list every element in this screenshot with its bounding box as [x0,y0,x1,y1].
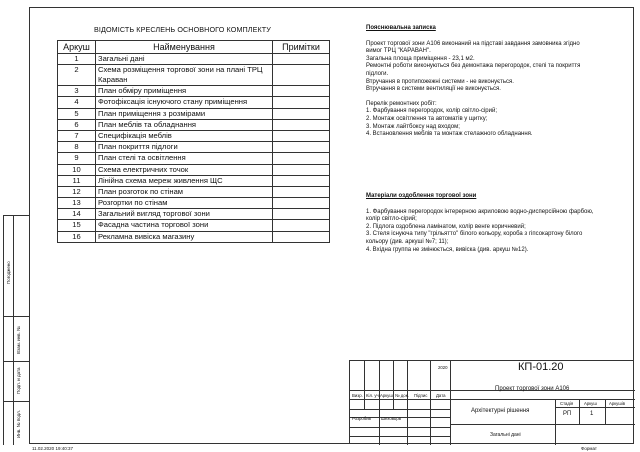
explanatory-heading: Пояснювальна записка [366,25,436,31]
table-row [58,108,330,119]
sheet-number: 7 [58,130,96,141]
works-item: 3. Монтаж лайтбоксу над входом; [366,123,460,130]
sheet-name: Загальні дані [96,54,273,65]
sheet-notes [273,209,330,220]
materials-line: 1. Фарбування перегородок інтерерною акриловою водно-дисперсійною фарбою, [366,208,594,215]
sheet-name: План приміщення з розмірами [96,108,273,119]
sheet-notes [273,97,330,108]
signature-date-label: Подп. и дата [16,367,21,394]
col-notes-header: Примітки [273,41,330,54]
sheet-name: Лінійна схема мереж живлення ЩС [96,175,273,186]
table-row [58,231,330,242]
sheet-name: План розготок по стінам [96,186,273,197]
stage-label: Стадія [560,401,574,406]
table-row [58,86,330,97]
materials-heading: Матеріали оздоблення торгової зони [366,193,477,199]
col-name-header: Найменування [96,41,273,54]
sheet-notes [273,108,330,119]
sheet-number: 9 [58,153,96,164]
explanatory-line: Ремонтні роботи виконуються без демонтажа перегородок, стелі та покриття [366,63,581,70]
stage-value: РП [563,411,572,417]
sheet-name: Схема електричних точок [96,164,273,175]
section-name: Архітектурні рішення [471,408,530,414]
sheet-name: План меблів та обладнання [96,119,273,130]
table-row [58,142,330,153]
sheet-notes [273,220,330,231]
sheet-name: План покриття підлоги [96,142,273,153]
sheet-number: 8 [58,142,96,153]
year: 2020 [438,365,448,370]
sheet-number: 12 [58,186,96,197]
table-row [58,209,330,220]
sheet-value: 1 [590,411,594,417]
sheet-number: 13 [58,198,96,209]
drawing-code: КП-01.20 [518,361,564,373]
project-name: Проект торгової зони А106 [495,386,570,392]
sheet-name: План стелі та освітлення [96,153,273,164]
timestamp: 11.02.2020 19:40:37 [32,446,73,451]
sheet-name: Розгортки по стінам [96,198,273,209]
sheet-notes [273,65,330,86]
developer-name: Шеховцов [381,416,402,421]
agreed-label: Погоджено [6,261,11,284]
materials-line: 2. Підлога оздоблена ламінатом, колір венге коричневий; [366,223,526,230]
sheet-name: Схема розміщення торгової зони на плані ТРЦ Караван [96,65,273,86]
sheet-number: 1 [58,54,96,65]
sheet-notes [273,119,330,130]
sheet-notes [273,198,330,209]
replaced-label: Взам. инв. № [16,326,21,354]
works-item: 4. Встановлення меблів та монтаж стелажного обладнання. [366,131,533,138]
sheet-list-table [57,40,330,243]
side-stamp [3,215,29,445]
table-row [58,175,330,186]
sheet-name: План обміру приміщення [96,86,273,97]
sheet-number: 5 [58,108,96,119]
explanatory-line: підлоги. [366,70,389,77]
inv-label: Инв. № подл. [16,409,21,438]
table-row [58,153,330,164]
materials-line: кольору (див. аркуші №7; 11); [366,238,449,245]
works-item: 2. Монтаж освітлення та автоматів у щитку; [366,115,488,122]
table-row [58,186,330,197]
table-row [58,198,330,209]
sheet-list-title: ВІДОМІСТЬ КРЕСЛЕНЬ ОСНОВНОГО КОМПЛЕКТУ [94,25,271,34]
sheet-number: 4 [58,97,96,108]
sheets-label: Аркушів [609,401,626,406]
sheet-notes [273,175,330,186]
explanatory-note [366,25,626,139]
materials-note [366,193,626,254]
table-row [58,54,330,65]
format-label: Формат [581,446,597,451]
col-header-date: Дата [436,393,446,398]
sheet-notes [273,186,330,197]
sheet-title: Загальні дані [490,432,521,438]
table-row [58,65,330,86]
sheet-notes [273,130,330,141]
developed-label: Розробив [352,416,371,421]
sheet-number: 3 [58,86,96,97]
sheet-notes [273,231,330,242]
sheet-name: Специфікація меблів [96,130,273,141]
sheet-notes [273,153,330,164]
sheet-name: Фотофіксація існуючого стану приміщення [96,97,273,108]
sheet-notes [273,86,330,97]
table-row [58,130,330,141]
works-heading: Перелік ремонтних робіт: [366,100,437,107]
sheet-number: 2 [58,65,96,86]
sheet-number: 6 [58,119,96,130]
col-header-signature: Підпис [414,393,428,398]
table-row [58,164,330,175]
sheet-number: 11 [58,175,96,186]
title-block [349,360,634,444]
sheet-number: 15 [58,220,96,231]
col-header-revision: Визр. [352,393,363,398]
sheet-name: Рекламна вивіска магазину [96,231,273,242]
sheet-number: 16 [58,231,96,242]
col-sheet-header: Аркуш [58,41,96,54]
sheet-notes [273,54,330,65]
col-header-doc: № док. [395,393,409,398]
sheet-number: 14 [58,209,96,220]
col-header-sheet: Аркуш [380,393,393,398]
sheet-number: 10 [58,164,96,175]
table-row [58,97,330,108]
sheet-name: Загальний вигляд торгової зони [96,209,273,220]
explanatory-line: Втручання в протипожежні системи - не виконується. [366,78,514,85]
explanatory-line: Проект торгової зони А106 виконаний на підставі завдання замовника згідно [366,40,580,47]
table-row [58,119,330,130]
explanatory-line: вимог ТРЦ "КАРАВАН". [366,48,431,55]
materials-line: 3. Стеля існуюча типу "грільятто" білого кольору, короба з гіпсокартону білого [366,231,583,238]
sheet-notes [273,142,330,153]
sheet-name: Фасадна частина торгової зони [96,220,273,231]
explanatory-line: Загальна площа приміщення - 23,1 м2. [366,55,475,62]
materials-line: 4. Вхідна группа не змінюється, вивіска (див. аркуш №12). [366,246,529,253]
sheet-label: Аркуш [584,401,597,406]
materials-line: колір світло-сірий; [366,216,417,223]
table-row [58,220,330,231]
col-header-count: Кіл. уч. [366,393,380,398]
explanatory-line: Втручання в системи вентиляції не виконується. [366,86,501,93]
works-item: 1. Фарбування перегородок, колір світло-сірий; [366,108,498,115]
sheet-notes [273,164,330,175]
